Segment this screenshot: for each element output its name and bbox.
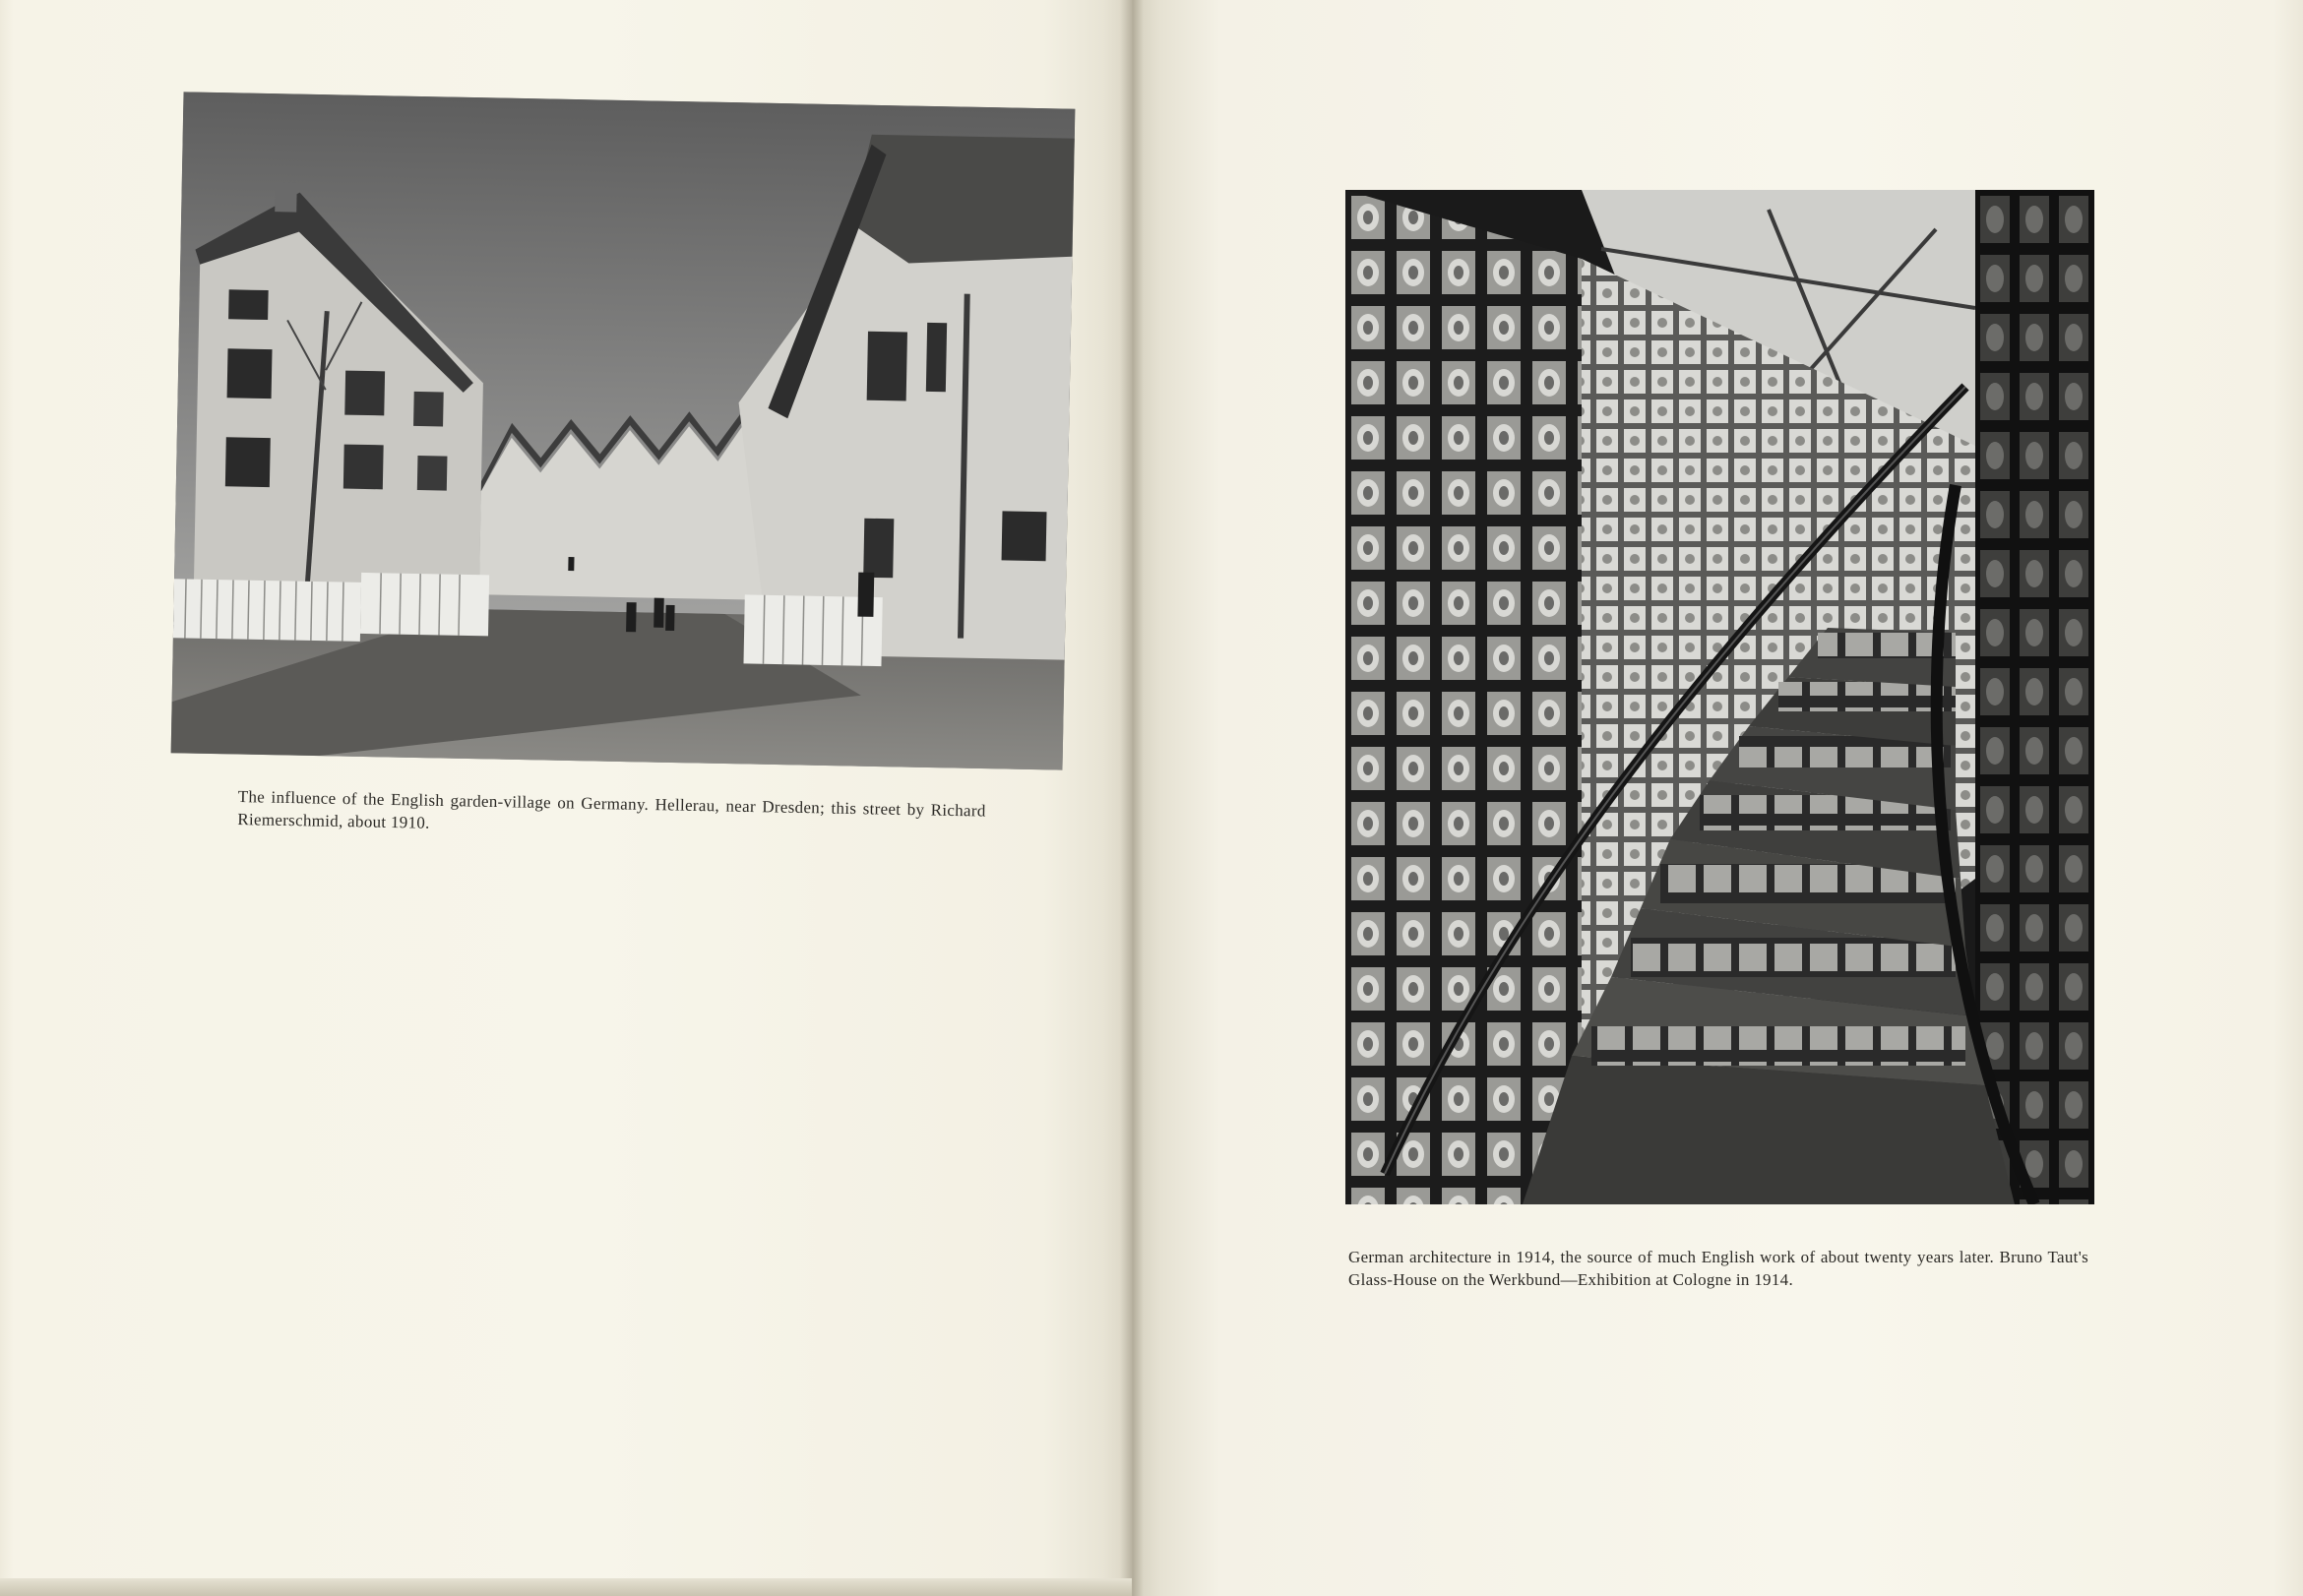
garden-village-street-photo [171, 92, 1076, 769]
glass-house-staircase-photo [1345, 190, 2094, 1204]
street-photo-caption: The influence of the English garden-village on Germany. Hellerau, near Dresden; this street by Richard Riemerschmid, about 1910. [237, 786, 986, 832]
left-page [0, 0, 1132, 1596]
staircase-photo-caption: German architecture in 1914, the source of much English work of about twenty years later. Bruno Taut's Glass-House on the Werkbund—Exhibition at Cologne in 1914. [1348, 1248, 2088, 1289]
book-gutter [1120, 0, 1144, 1596]
page-bottom-edge [0, 1578, 1132, 1596]
